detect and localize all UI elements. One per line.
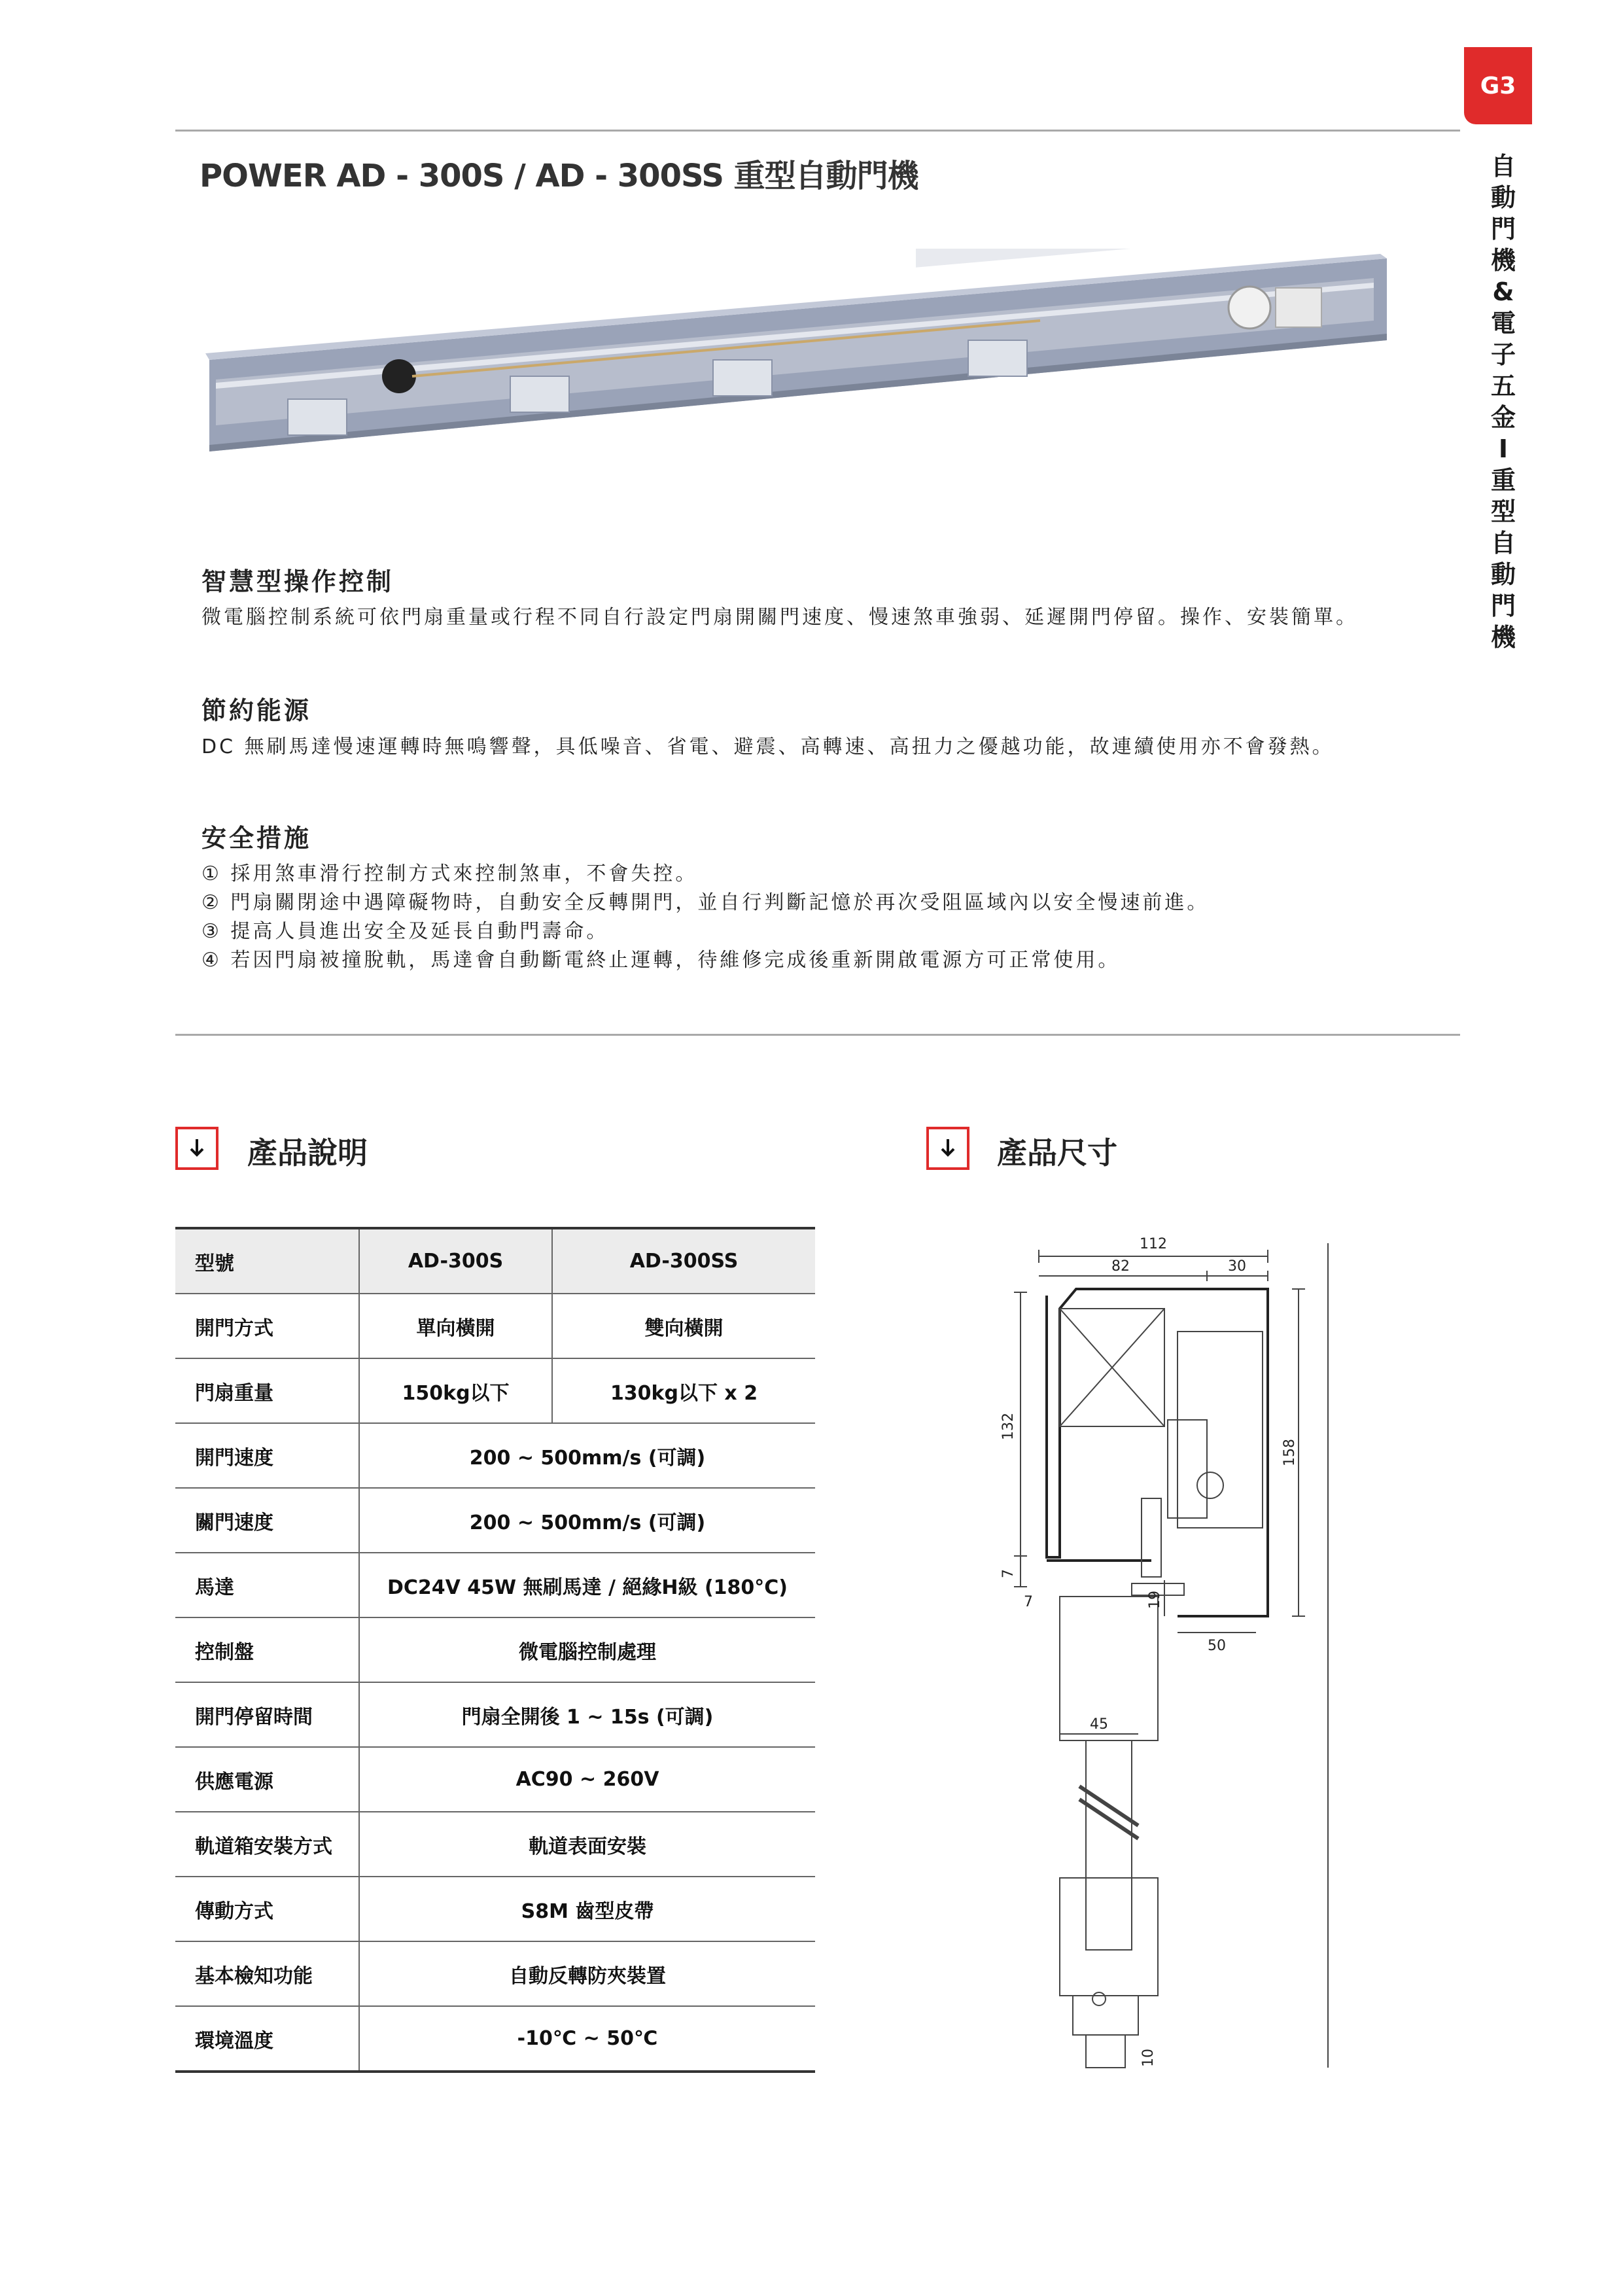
side-title-char: 自 (1490, 529, 1516, 557)
table-cell: 雙向橫開 (552, 1294, 815, 1358)
side-title-char: 門 (1490, 215, 1516, 243)
table-row (175, 1617, 815, 1682)
product-image (196, 249, 1393, 471)
side-title-char: I (1498, 434, 1509, 463)
table-row (175, 1228, 815, 1294)
side-title-char: 型 (1490, 497, 1516, 526)
page-tab: G3 (1464, 47, 1532, 124)
dim-label: 19 (1147, 1591, 1163, 1609)
table-row (175, 1358, 815, 1423)
section-body-smart-control: 微電腦控制系統可依門扇重量或行程不同自行設定門扇開關門速度、慢速煞車強弱、延遲開門停留。操作、安裝簡單。 (201, 606, 1358, 629)
side-title-char: 自 (1490, 152, 1516, 181)
table-cell: DC24V 45W 無刷馬達 / 絕緣H級 (180°C) (359, 1553, 815, 1617)
dim-label: 30 (1228, 1258, 1246, 1275)
arrow-down-icon (175, 1127, 218, 1170)
table-row (175, 1488, 815, 1553)
middle-divider (175, 1034, 1460, 1036)
section-body-energy: DC 無刷馬達慢速運轉時無鳴響聲，具低噪音、省電、避震、高轉速、高扭力之優越功能，故連續使用亦不會發熱。 (201, 735, 1335, 758)
table-row (175, 1423, 815, 1488)
table-cell: AD-300SS (552, 1228, 815, 1294)
safety-list (201, 857, 1209, 972)
table-cell: 150kg以下 (359, 1358, 552, 1423)
dimensions-heading: 產品尺寸 (997, 1135, 1117, 1171)
side-title-char: & (1492, 277, 1514, 306)
list-item: ① 採用煞車滑行控制方式來控制煞車，不會失控。 (201, 862, 698, 885)
section-heading-safety: 安全措施 (201, 824, 312, 853)
table-cell: 開門速度 (175, 1423, 359, 1488)
list-item: ② 門扇關閉途中遇障礙物時，自動安全反轉開門，並自行判斷記憶於再次受阻區域內以安全慢速前進。 (201, 891, 1210, 914)
dim-label: 10 (1140, 2049, 1157, 2067)
table-cell: 200 ~ 500mm/s (可調) (359, 1488, 815, 1553)
side-title (1484, 150, 1523, 653)
side-title-char: 動 (1490, 183, 1516, 212)
section-heading-energy: 節約能源 (201, 696, 312, 725)
table-cell: AC90 ~ 260V (359, 1747, 815, 1812)
table-cell: 傳動方式 (175, 1877, 359, 1941)
table-cell: 門扇全開後 1 ~ 15s (可調) (359, 1682, 815, 1747)
dim-label: 7 (1000, 1569, 1017, 1578)
table-cell: AD-300S (359, 1228, 552, 1294)
table-row (175, 1747, 815, 1812)
table-cell: 控制盤 (175, 1617, 359, 1682)
dimension-drawing (981, 1224, 1374, 2074)
table-cell: S8M 齒型皮帶 (359, 1877, 815, 1941)
table-row (175, 1877, 815, 1941)
side-title-char: 機 (1490, 623, 1516, 652)
table-row (175, 1294, 815, 1358)
table-cell: 基本檢知功能 (175, 1941, 359, 2006)
table-row (175, 1812, 815, 1877)
table-cell: 軌道箱安裝方式 (175, 1812, 359, 1877)
table-row (175, 1941, 815, 2006)
side-title-char: 動 (1490, 560, 1516, 589)
dim-label: 82 (1111, 1258, 1130, 1275)
table-row (175, 1553, 815, 1617)
table-cell: 200 ~ 500mm/s (可調) (359, 1423, 815, 1488)
side-title-char: 門 (1490, 592, 1516, 620)
description-heading: 產品說明 (247, 1135, 368, 1171)
table-cell: 自動反轉防夾裝置 (359, 1941, 815, 2006)
side-title-char: 重 (1490, 466, 1516, 495)
table-cell: 開門方式 (175, 1294, 359, 1358)
side-title-char: 子 (1490, 340, 1516, 369)
top-divider (175, 130, 1460, 132)
dim-label: 45 (1090, 1716, 1108, 1733)
dim-label: 158 (1282, 1439, 1298, 1466)
page-title: POWER AD - 300S / AD - 300SS 重型自動門機 (200, 158, 918, 194)
dim-label: 132 (1000, 1413, 1017, 1440)
side-title-char: 五 (1490, 372, 1516, 400)
table-cell: 130kg以下 x 2 (552, 1358, 815, 1423)
table-cell: 開門停留時間 (175, 1682, 359, 1747)
dim-label: 112 (1140, 1236, 1167, 1252)
section-heading-smart-control: 智慧型操作控制 (201, 567, 394, 596)
table-cell: 供應電源 (175, 1747, 359, 1812)
list-item: ③ 提高人員進出安全及延長自動門壽命。 (201, 920, 609, 943)
table-cell: 型號 (175, 1228, 359, 1294)
side-title-char: 機 (1490, 246, 1516, 275)
list-item: ④ 若因門扇被撞脫軌，馬達會自動斷電終止運轉，待維修完成後重新開啟電源方可正常使用。 (201, 949, 1121, 972)
table-cell: -10℃ ~ 50℃ (517, 2027, 658, 2050)
dim-label: 50 (1208, 1638, 1226, 1654)
table-cell: 關門速度 (175, 1488, 359, 1553)
table-cell: 微電腦控制處理 (359, 1617, 815, 1682)
spec-table (175, 1227, 815, 2073)
table-row (175, 1682, 815, 1747)
side-title-char: 電 (1490, 309, 1516, 338)
side-title-char: 金 (1490, 403, 1516, 432)
table-cell: 門扇重量 (175, 1358, 359, 1423)
table-cell: 環境溫度 (175, 2006, 359, 2072)
table-cell: 單向橫開 (359, 1294, 552, 1358)
table-cell: 馬達 (175, 1553, 359, 1617)
dim-label: 7 (1024, 1594, 1033, 1610)
arrow-down-icon (926, 1127, 969, 1170)
table-row (175, 2006, 815, 2072)
table-cell: 軌道表面安裝 (359, 1812, 815, 1877)
